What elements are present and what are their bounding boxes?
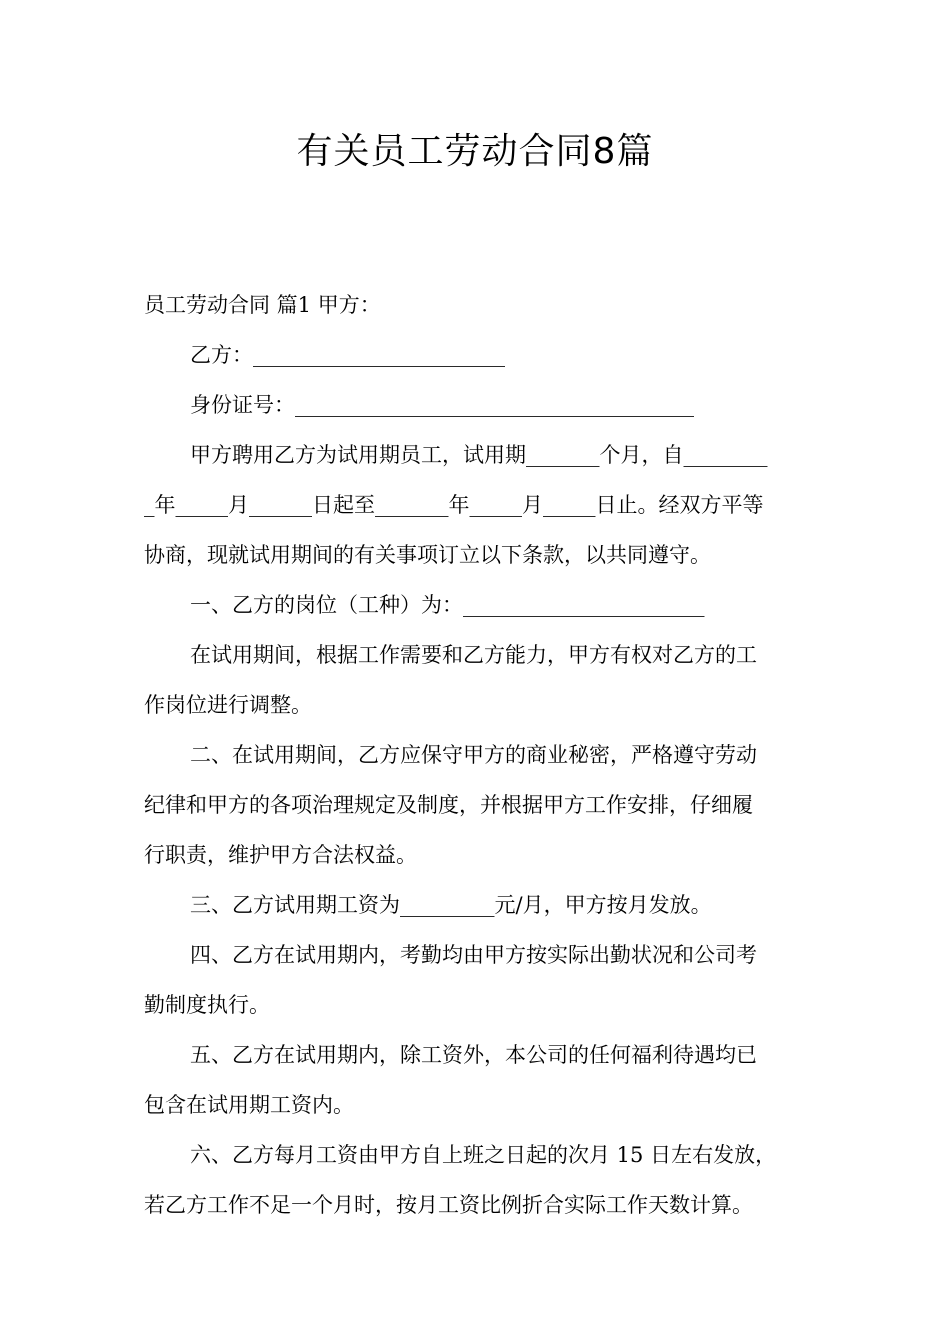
paragraph-line: 作岗位进行调整。 [144, 693, 312, 717]
paragraph-line: 甲方聘用乙方为试用期员工，试用期_______个月，自________ [190, 443, 768, 467]
document-body [144, 280, 808, 1230]
paragraph-line: 协商，现就试用期间的有关事项订立以下条款，以共同遵守。 [144, 543, 711, 567]
clause-4-line: 四、乙方在试用期内，考勤均由甲方按实际出勤状况和公司考 [190, 943, 757, 967]
paragraph-line: 在试用期间，根据工作需要和乙方能力，甲方有权对乙方的工 [190, 643, 757, 667]
clause-1-line: 一、乙方的岗位（工种）为：_______________________ [190, 593, 705, 617]
paragraph-line: _年_____月______日起至_______年_____月_____日止。经双方平等 [144, 493, 764, 517]
clause-3-line: 三、乙方试用期工资为_________元/月，甲方按月发放。 [190, 893, 712, 917]
paragraph-line: 行职责，维护甲方合法权益。 [144, 843, 417, 867]
paragraph-line: 包含在试用期工资内。 [144, 1093, 354, 1117]
document-title: 有关员工劳动合同8篇 [296, 131, 654, 172]
party-a-line: 员工劳动合同 篇1 甲方： [144, 293, 381, 317]
id-number-line: 身份证号：______________________________________ [190, 393, 694, 417]
paragraph-line: 纪律和甲方的各项治理规定及制度，并根据甲方工作安排，仔细履 [144, 793, 753, 817]
clause-6-line: 六、乙方每月工资由甲方自上班之日起的次月 15 日左右发放， [190, 1143, 777, 1167]
paragraph-line: 若乙方工作不足一个月时，按月工资比例折合实际工作天数计算。 [144, 1193, 753, 1217]
clause-2-line: 二、在试用期间，乙方应保守甲方的商业秘密，严格遵守劳动 [190, 743, 757, 767]
clause-5-line: 五、乙方在试用期内，除工资外，本公司的任何福利待遇均已 [190, 1043, 757, 1067]
party-b-line: 乙方：________________________ [190, 343, 505, 367]
paragraph-line: 勤制度执行。 [144, 993, 270, 1017]
